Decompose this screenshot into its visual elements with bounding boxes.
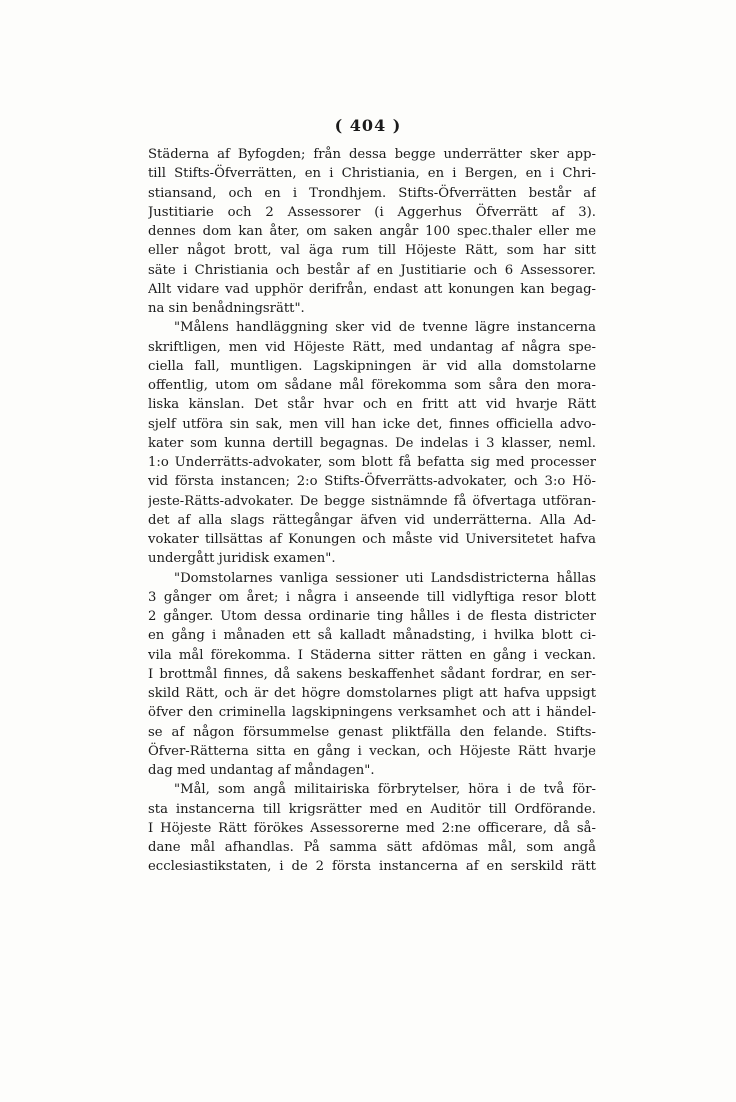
text-line: I Höjeste Rätt förökes Assessorerne med 2:ne officerare, då så- — [148, 820, 596, 836]
text-line: 3 gånger om året; i några i anseende till vidlyftiga resor blott — [148, 589, 596, 605]
text-line: Städerna af Byfogden; från dessa begge underrätter sker app- — [148, 147, 596, 162]
text-line: kater som kunna dertill begagnas. De indelas i 3 klasser, neml. — [148, 435, 596, 451]
text-line: skriftligen, men vid Höjeste Rätt, med undantag af några spe- — [148, 339, 596, 355]
text-line: en gång i månaden ett så kalladt månadsting, i hvilka blott ci- — [148, 628, 596, 644]
text-line: vokater tillsättas af Konungen och måste vid Universitetet hafva — [148, 532, 596, 547]
text-line: sta instancerna till krigsrätter med en Auditör till Ordförande. — [148, 801, 596, 817]
text-line: säte i Christiania och består af en Justitiarie och 6 Assessorer. — [148, 262, 596, 278]
text-line: liska känslan. Det står hvar och en fritt att vid hvarje Rätt — [148, 397, 596, 413]
text-line: undergått juridisk examen". — [148, 551, 336, 567]
text-line: I brottmål finnes, då sakens beskaffenhet sådant fordrar, en ser- — [148, 666, 596, 682]
text-line: Öfver-Rätterna sitta en gång i veckan, och Höjeste Rätt hvarje — [148, 743, 596, 759]
text-line: ecclesiastikstaten, i de 2 första instancerna af en serskild rätt — [148, 859, 596, 875]
text-line: 2 gånger. Utom dessa ordinarie ting hålles i de flesta districter — [148, 609, 596, 624]
text-line: vila mål förekomma. I Städerna sitter rätten en gång i veckan. — [148, 647, 596, 663]
text-line: det af alla slags rättegångar äfven vid underrätterna. Alla Ad- — [148, 512, 596, 528]
text-line: se af någon försummelse genast pliktfälla den felande. Stifts- — [148, 724, 596, 740]
text-line: 1:o Underrätts-advokater, som blott få befatta sig med processer — [148, 455, 596, 470]
page-number: ( 404 ) — [334, 116, 402, 135]
text-line: dane mål afhandlas. På samma sätt afdömas mål, som angå — [148, 840, 596, 855]
text-line: na sin benådningsrätt". — [148, 301, 305, 316]
text-line: Justitiarie och 2 Assessorer (i Aggerhus Öfverrätt af 3). — [148, 204, 596, 220]
text-line: Allt vidare vad upphör derifrån, endast att konungen kan begag- — [148, 281, 596, 297]
text-line: sjelf utföra sin sak, men vill han icke det, finnes officiella advo- — [148, 416, 596, 432]
text-line: dag med undantag af måndagen". — [148, 763, 375, 778]
text-line: till Stifts-Öfverrätten, en i Christiania, en i Bergen, en i Chri- — [148, 166, 596, 182]
body-text — [148, 145, 596, 877]
text-line: öfver den criminella lagskipningens verksamhet och att i händel- — [148, 705, 596, 721]
text-line: stiansand, och en i Trondhjem. Stifts-Öfverrätten består af — [148, 185, 596, 201]
text-line: skild Rätt, och är det högre domstolarnes pligt att hafva uppsigt — [148, 686, 596, 701]
text-line: "Målens handläggning sker vid de tvenne lägre instancerna — [174, 320, 596, 336]
text-line: eller något brott, val äga rum till Höjeste Rätt, som har sitt — [148, 243, 596, 259]
text-line: "Domstolarnes vanliga sessioner uti Landsdistricterna hållas — [174, 570, 596, 586]
text-line: ciella fall, muntligen. Lagskipningen är vid alla domstolarne — [148, 358, 596, 374]
text-line: "Mål, som angå militairiska förbrytelser, höra i de två för- — [174, 782, 596, 798]
text-line: dennes dom kan åter, om saken angår 100 spec.thaler eller me — [148, 224, 596, 239]
text-line: offentlig, utom om sådane mål förekomma som såra den mora- — [148, 378, 596, 393]
text-line: jeste-Rätts-advokater. De begge sistnämnde få öfvertaga utföran- — [148, 493, 596, 509]
text-line: vid första instancen; 2:o Stifts-Öfverrätts-advokater, och 3:o Hö- — [148, 474, 596, 490]
